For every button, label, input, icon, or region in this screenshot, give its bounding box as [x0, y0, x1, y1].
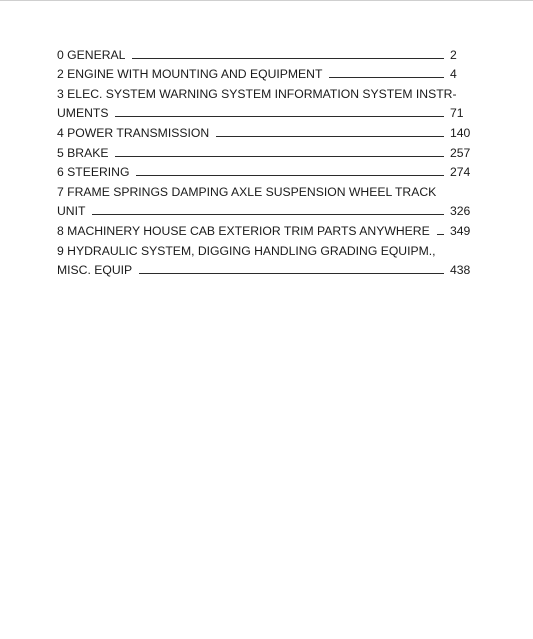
toc-leader-line: [115, 156, 444, 157]
toc-entry-title-continued: UMENTS: [57, 106, 109, 121]
toc-leader-line: [139, 273, 444, 274]
page-top-border: [0, 0, 533, 1]
toc-entry-title: 6 STEERING: [57, 165, 130, 180]
toc-page-number: 274: [450, 165, 471, 180]
toc-entry-5-brake[interactable]: [57, 140, 470, 160]
toc-entry-title: 3 ELEC. SYSTEM WARNING SYSTEM INFORMATION SYSTEM INSTR-: [57, 86, 457, 101]
toc-leader-line: [136, 175, 444, 176]
toc-entry-9-hydraulic-line-1[interactable]: [57, 238, 470, 258]
toc-leader-line: [115, 116, 444, 117]
toc-page-number: 140: [450, 125, 471, 140]
toc-page-number: 349: [450, 223, 471, 238]
toc-entry-4-power-transmission[interactable]: [57, 120, 470, 140]
toc-leader-line: [216, 136, 444, 137]
toc-entry-7-frame-line-2[interactable]: [57, 199, 470, 219]
toc-page-number: 2: [450, 47, 457, 62]
toc-leader-line: [132, 58, 444, 59]
toc-page-number: 257: [450, 145, 471, 160]
toc-page-number: 71: [450, 106, 464, 121]
toc-entry-title: 4 POWER TRANSMISSION: [57, 125, 210, 140]
toc-entry-title: 9 HYDRAULIC SYSTEM, DIGGING HANDLING GRADING EQUIPM.,: [57, 243, 436, 258]
toc-entry-7-frame-line-1[interactable]: [57, 179, 470, 199]
toc-page-number: 4: [450, 67, 457, 82]
toc-entry-8-machinery-house[interactable]: [57, 218, 470, 238]
toc-entry-2-engine[interactable]: [57, 62, 470, 82]
toc-entry-title: 2 ENGINE WITH MOUNTING AND EQUIPMENT: [57, 67, 323, 82]
toc-entry-title-continued: MISC. EQUIP: [57, 263, 133, 278]
toc-entry-title: 8 MACHINERY HOUSE CAB EXTERIOR TRIM PARTS ANYWHERE: [57, 223, 430, 238]
toc-entry-6-steering[interactable]: [57, 160, 470, 180]
toc-entry-9-hydraulic-line-2[interactable]: [57, 258, 470, 278]
toc-page-number: 438: [450, 263, 471, 278]
toc-leader-line: [329, 77, 444, 78]
toc-entry-title: 5 BRAKE: [57, 145, 109, 160]
toc-leader-line: [437, 234, 444, 235]
table-of-contents: [57, 42, 470, 277]
toc-entry-title: 7 FRAME SPRINGS DAMPING AXLE SUSPENSION WHEEL TRACK: [57, 184, 437, 199]
toc-entry-title: 0 GENERAL: [57, 47, 126, 62]
toc-entry-3-elec-system-line-1[interactable]: [57, 81, 470, 101]
toc-entry-3-elec-system-line-2[interactable]: [57, 101, 470, 121]
toc-leader-line: [92, 214, 444, 215]
toc-page-number: 326: [450, 204, 471, 219]
toc-entry-title-continued: UNIT: [57, 204, 86, 219]
toc-entry-0-general[interactable]: [57, 42, 470, 62]
